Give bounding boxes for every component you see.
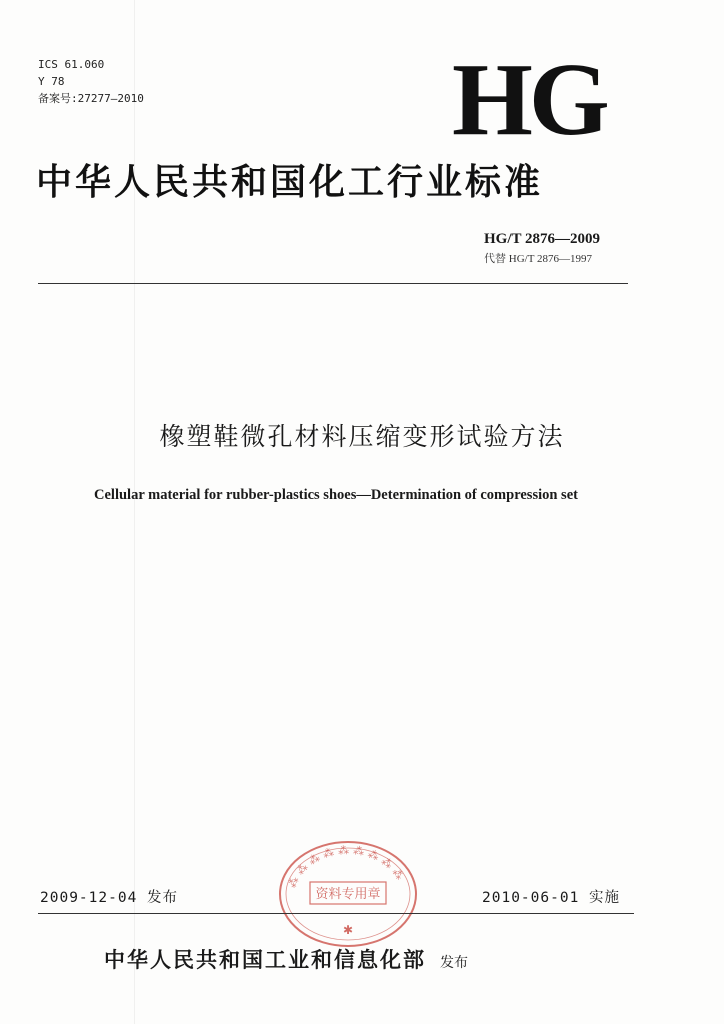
publisher-suffix: 发布 bbox=[440, 955, 468, 971]
hg-logo: HG bbox=[452, 42, 606, 157]
official-seal-stamp bbox=[274, 836, 422, 948]
svg-text:✱: ✱ bbox=[342, 923, 354, 937]
footer-divider bbox=[38, 913, 634, 914]
document-title-cn: 橡塑鞋微孔材料压缩变形试验方法 bbox=[159, 422, 565, 451]
standard-code: HG/T 2876—2009 bbox=[484, 231, 600, 247]
scan-fold-line bbox=[134, 0, 135, 1024]
implementation-date: 2010-06-01 实施 bbox=[482, 890, 621, 906]
header-divider bbox=[38, 283, 628, 284]
classification-block bbox=[38, 56, 144, 107]
replaced-standard: 代替 HG/T 2876—1997 bbox=[484, 253, 592, 265]
standard-category-title: 中华人民共和国化工行业标准 bbox=[36, 161, 544, 203]
issue-date: 2009-12-04 发布 bbox=[40, 890, 179, 906]
record-number: 备案号:27277—2010 bbox=[38, 92, 144, 105]
ics-code: ICS 61.060 bbox=[38, 58, 105, 71]
publisher-line bbox=[104, 946, 468, 977]
publisher-name: 中华人民共和国工业和信息化部 bbox=[104, 947, 426, 972]
ccs-code: Y 78 bbox=[38, 75, 65, 88]
document-title-en: Cellular material for rubber-plastics shoes—Determination of compression set bbox=[94, 487, 578, 503]
seal-label: 资料专用章 bbox=[315, 887, 381, 902]
svg-text:⁂ ⁂ ⁂ ⁂ ⁂ ⁂ ⁂ ⁂ ⁂: ⁂ ⁂ ⁂ ⁂ ⁂ ⁂ ⁂ ⁂ ⁂ bbox=[285, 843, 407, 890]
